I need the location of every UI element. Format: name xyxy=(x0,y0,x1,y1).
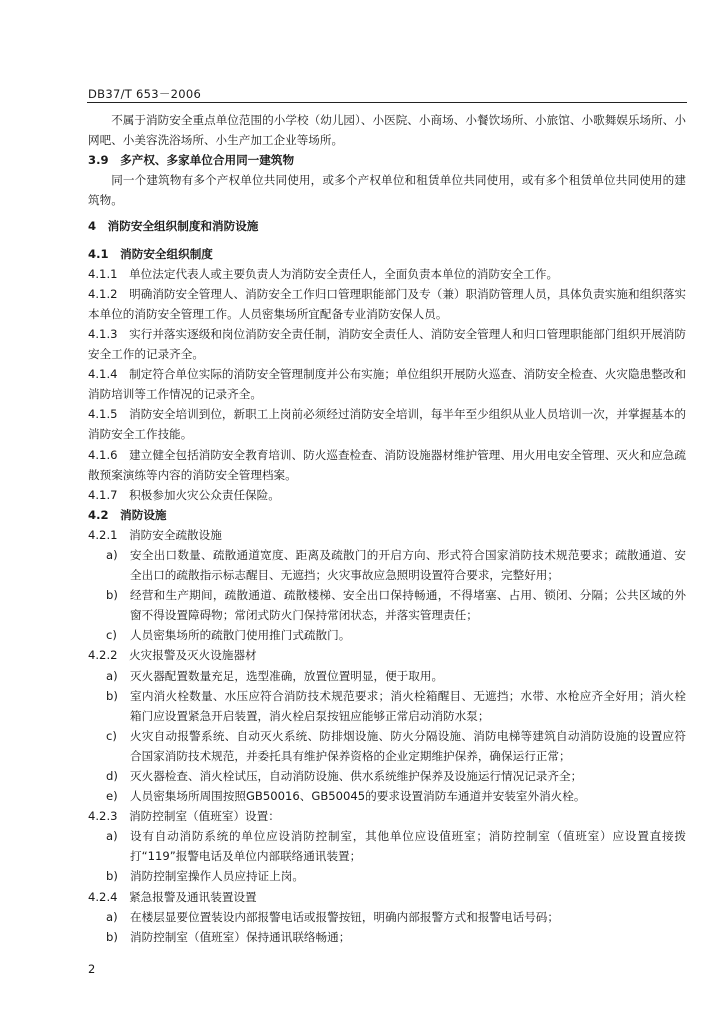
heading-3-9: 3.9 多产权、多家单位合用同一建筑物 xyxy=(88,153,295,168)
clause-4-1-6: 4.1.6 建立健全包括消防安全教育培训、防火巡查检查、消防设施器材维护管理、用火用电安全管理、灭火和应急疏散预案演练等内容的消防安全管理档案。 xyxy=(88,447,686,482)
paragraph-3-8-continuation: 不属于消防安全重点单位范围的小学校（幼儿园）、小医院、小商场、小餐饮场所、小旅馆、小歌舞娱乐场所、小网吧、小美容洗浴场所、小生产加工企业等场所。 xyxy=(88,113,686,148)
list-item: a) 安全出口数量、疏散通道宽度、距离及疏散门的开启方向、形式符合国家消防技术规范要求；疏散通道、安全出口的疏散指示标志醒目、无遮挡；火灾事故应急照明设置符合要求，完整好用； xyxy=(106,547,686,583)
heading-4-2-3: 4.2.3 消防控制室（值班室）设置： xyxy=(88,809,280,824)
list-item: a) 设有自动消防系统的单位应设消防控制室，其他单位应设值班室；消防控制室（值班室）应设置直接拨打“119”报警电话及单位内部联络通讯装置； xyxy=(106,829,686,864)
heading-4-2-2: 4.2.2 火灾报警及灭火设施器材 xyxy=(88,648,257,663)
heading-4-2-4: 4.2.4 紧急报警及通讯装置设置 xyxy=(88,889,257,904)
document-body xyxy=(88,110,686,947)
list-item: b) 经营和生产期间，疏散通道、疏散楼梯、安全出口保持畅通，不得堵塞、占用、锁闭、分隔；公共区域的外窗不得设置障碍物；常闭式防火门保持常闭状态，并落实管理责任； xyxy=(106,588,686,623)
clause-4-1-1: 4.1.1 单位法定代表人或主要负责人为消防安全责任人，全面负责本单位的消防安全工作。 xyxy=(88,266,559,281)
list-item: b) 室内消火栓数量、水压应符合消防技术规范要求；消火栓箱醒目、无遮挡；水带、水枪应齐全好用；消火栓箱门应设置紧急开启装置，消火栓启泵按钮应能够正常启动消防水泵； xyxy=(106,688,686,723)
list-item: c) 火灾自动报警系统、自动灭火系统、防排烟设施、防火分隔设施、消防电梯等建筑自动消防设施的设置应符合国家消防技术规范，并委托具有维护保养资格的企业定期维护保养，确保运行正常； xyxy=(106,728,686,763)
page-number: 2 xyxy=(88,962,96,976)
header-rule xyxy=(87,102,687,103)
clause-4-1-3: 4.1.3 实行并落实逐级和岗位消防安全责任制，消防安全责任人、消防安全管理人和归口管理职能部门组织开展消防安全工作的记录齐全。 xyxy=(88,326,686,362)
list-item: e) 人员密集场所周围按照GB50016、GB50045的要求设置消防车通道并安装室外消火栓。 xyxy=(106,789,586,804)
document-id-header: DB37/T 653－2006 xyxy=(88,87,202,101)
paragraph-3-9: 同一个建筑物有多个产权单位共同使用，或多个产权单位和租赁单位共同使用，或有多个租赁单位共同使用的建筑物。 xyxy=(88,173,686,208)
clause-4-1-4: 4.1.4 制定符合单位实际的消防安全管理制度并公布实施；单位组织开展防火巡查、消防安全检查、火灾隐患整改和消防培训等工作情况的记录齐全。 xyxy=(88,367,686,402)
clause-4-1-7: 4.1.7 积极参加火灾公众责任保险。 xyxy=(88,487,280,502)
list-item: d) 灭火器检查、消火栓试压，自动消防设施、供水系统维护保养及设施运行情况记录齐全； xyxy=(106,769,583,783)
heading-4-2: 4.2 消防设施 xyxy=(88,507,167,522)
list-item: b) 消防控制室（值班室）保持通讯联络畅通； xyxy=(106,929,351,944)
heading-4-2-1: 4.2.1 消防安全疏散设施 xyxy=(88,527,222,542)
list-item: b) 消防控制室操作人员应持证上岗。 xyxy=(106,869,304,884)
clause-4-1-2: 4.1.2 明确消防安全管理人、消防安全工作归口管理职能部门及专（兼）职消防管理人员，具体负责实施和组织落实本单位的消防安全管理工作。人员密集场所宜配备专业消防安保人员。 xyxy=(88,286,686,321)
heading-4: 4 消防安全组织制度和消防设施 xyxy=(88,219,259,234)
clause-4-1-5: 4.1.5 消防安全培训到位，新职工上岗前必须经过消防安全培训，每半年至少组织从业人员培训一次，并掌握基本的消防安全工作技能。 xyxy=(88,407,686,442)
heading-4-1: 4.1 消防安全组织制度 xyxy=(88,246,213,261)
list-item: a) 在楼层显要位置装设内部报警电话或报警按钮，明确内部报警方式和报警电话号码； xyxy=(106,909,559,924)
list-item: a) 灭火器配置数量充足，选型准确，放置位置明显，便于取用。 xyxy=(106,668,444,683)
list-item: c) 人员密集场所的疏散门使用推门式疏散门。 xyxy=(106,628,351,643)
